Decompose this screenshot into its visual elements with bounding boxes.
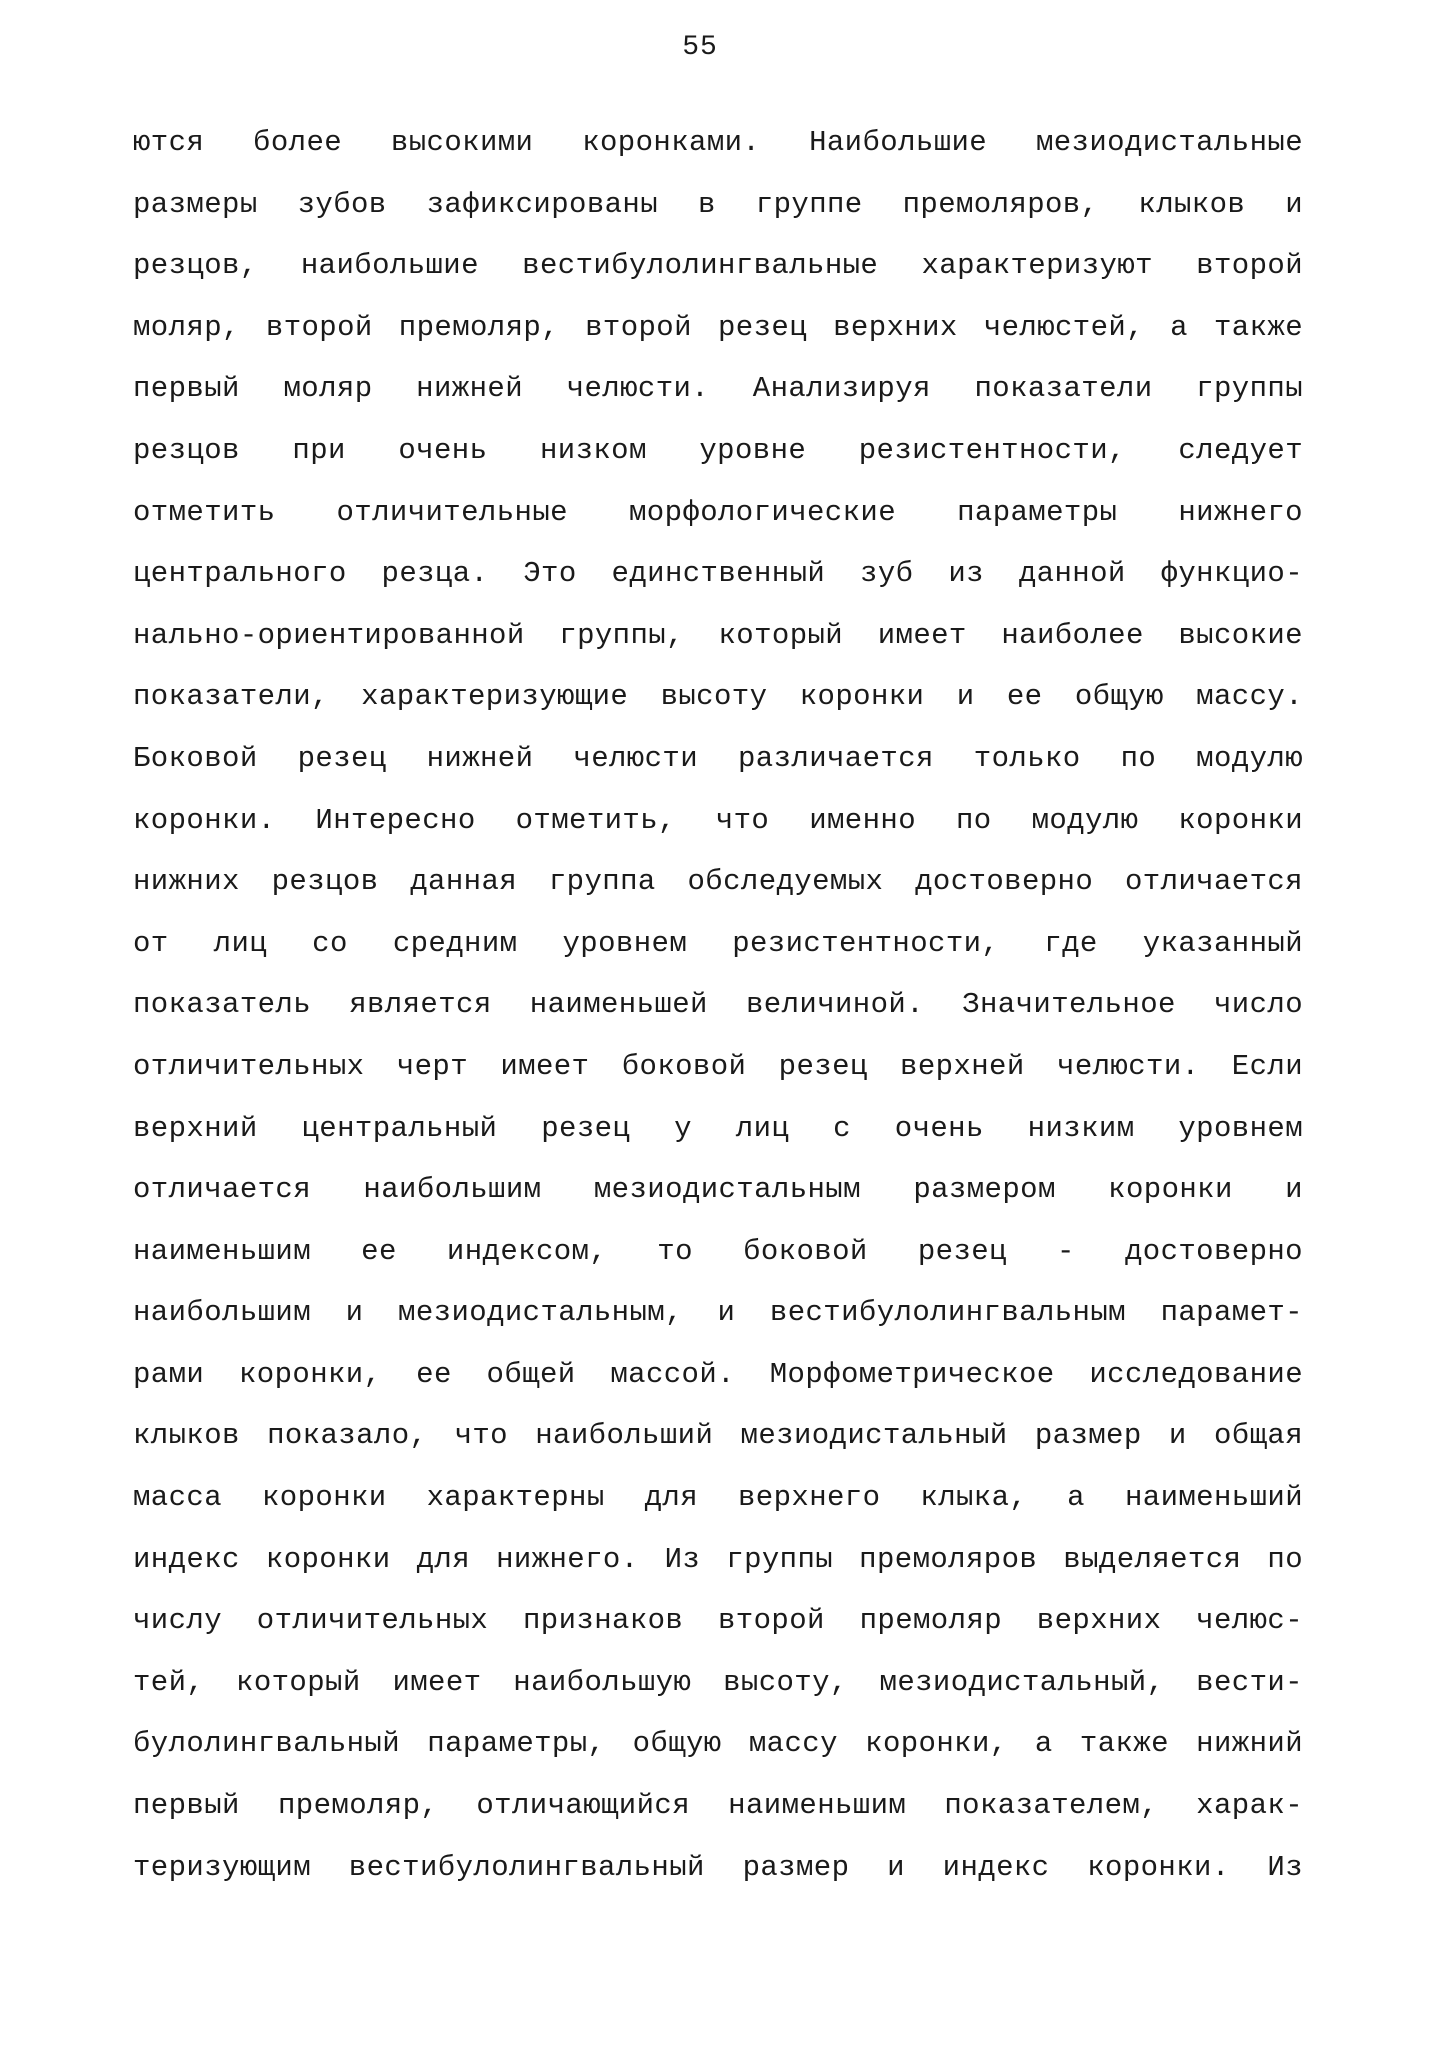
text-line: Боковой резец нижней челюсти различается только по модулю (133, 741, 1303, 775)
text-line: масса коронки характерны для верхнего клыка, а наименьший (133, 1481, 1303, 1515)
page-number: 55 (682, 32, 718, 63)
text-line: моляр, второй премоляр, второй резец верхних челюстей, а также (133, 310, 1303, 344)
text-line: клыков показало, что наибольший мезиодистальный размер и общая (133, 1419, 1303, 1453)
text-line: наибольшим и мезиодистальным, и вестибулолингвальным парамет- (133, 1296, 1303, 1330)
text-line: наименьшим ее индексом, то боковой резец - достоверно (133, 1234, 1303, 1268)
text-line: верхний центральный резец у лиц с очень низким уровнем (133, 1111, 1303, 1145)
text-line: коронки. Интересно отметить, что именно по модулю коронки (133, 803, 1303, 837)
body-text (133, 112, 1303, 1898)
text-line: показатель является наименьшей величиной. Значительное число (133, 988, 1303, 1022)
text-line: отличительных черт имеет боковой резец верхней челюсти. Если (133, 1049, 1303, 1083)
text-line: числу отличительных признаков второй премоляр верхних челюс- (133, 1604, 1303, 1638)
text-line: индекс коронки для нижнего. Из группы премоляров выделяется по (133, 1542, 1303, 1576)
text-line: резцов при очень низком уровне резистентности, следует (133, 433, 1303, 467)
text-line: центрального резца. Это единственный зуб из данной функцио- (133, 557, 1303, 591)
text-line: булолингвальный параметры, общую массу коронки, а также нижний (133, 1727, 1303, 1761)
text-line: первый моляр нижней челюсти. Анализируя показатели группы (133, 372, 1303, 406)
text-line: нально-ориентированной группы, который имеет наиболее высокие (133, 618, 1303, 652)
text-line: отличается наибольшим мезиодистальным размером коронки и (133, 1173, 1303, 1207)
text-line: тей, который имеет наибольшую высоту, мезиодистальный, вести- (133, 1665, 1303, 1699)
text-line: ются более высокими коронками. Наибольшие мезиодистальные (133, 126, 1303, 159)
text-line: отметить отличительные морфологические параметры нижнего (133, 495, 1303, 529)
text-line: рами коронки, ее общей массой. Морфометрическое исследование (133, 1357, 1303, 1391)
text-line: размеры зубов зафиксированы в группе премоляров, клыков и (133, 187, 1303, 221)
text-line: показатели, характеризующие высоту коронки и ее общую массу. (133, 680, 1303, 714)
text-line: первый премоляр, отличающийся наименьшим показателем, харак- (133, 1789, 1303, 1823)
text-line: теризующим вестибулолингвальный размер и индекс коронки. Из (133, 1850, 1303, 1884)
text-line: от лиц со средним уровнем резистентности, где указанный (133, 926, 1303, 960)
text-line: нижних резцов данная группа обследуемых достоверно отличается (133, 865, 1303, 899)
text-line: резцов, наибольшие вестибулолингвальные характеризуют второй (133, 249, 1303, 283)
